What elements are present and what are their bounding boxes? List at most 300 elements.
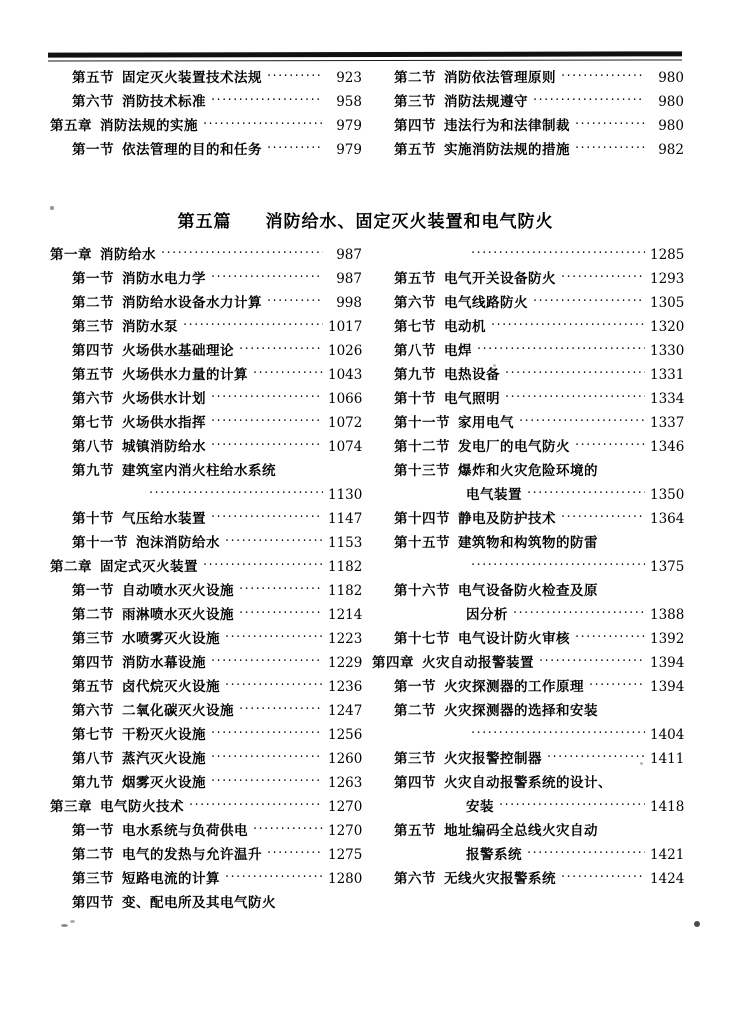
main-toc-block [50, 243, 684, 915]
header-rule-thin [48, 59, 682, 61]
toc-page-number: 1350 [650, 487, 685, 503]
toc-page-number: 982 [658, 142, 684, 158]
toc-entry[interactable] [50, 747, 362, 771]
toc-dot-leader [253, 818, 323, 842]
toc-dot-leader [519, 410, 645, 434]
toc-entry[interactable] [372, 363, 684, 387]
toc-entry-title: 短路电流的计算 [122, 871, 220, 887]
toc-entry[interactable] [50, 411, 362, 435]
toc-entry-number: 第四节 [72, 343, 114, 359]
toc-entry-title: 火灾自动报警系统的设计、 [444, 775, 612, 791]
toc-entry-title: 变、配电所及其电气防火 [122, 895, 276, 911]
toc-page-number: 1229 [328, 655, 363, 671]
toc-page-number: 1263 [328, 775, 363, 791]
toc-page-number: 1270 [328, 823, 363, 839]
toc-entry-number: 第六节 [72, 94, 114, 110]
toc-entry[interactable] [372, 114, 684, 138]
toc-entry-title: 火灾探测器的选择和安装 [444, 703, 598, 719]
toc-entry-title: 实施消防法规的措施 [444, 142, 570, 158]
toc-dot-leader [211, 650, 323, 674]
toc-dot-leader [589, 674, 645, 698]
toc-entry-title: 火场供水计划 [122, 391, 206, 407]
toc-page-number: 1236 [328, 679, 363, 695]
toc-entry-number: 第四节 [394, 775, 436, 791]
toc-dot-leader [561, 866, 645, 890]
toc-entry[interactable] [50, 891, 362, 915]
toc-entry[interactable] [372, 795, 684, 819]
toc-page-number: 1214 [328, 607, 363, 623]
toc-entry[interactable] [50, 555, 362, 579]
header-rule [48, 52, 682, 61]
toc-entry-number: 第三节 [394, 94, 436, 110]
toc-entry[interactable] [372, 387, 684, 411]
toc-dot-leader [239, 698, 323, 722]
toc-entry-number: 第二节 [394, 70, 436, 86]
scan-speck [694, 921, 700, 927]
top-left-column [50, 66, 362, 162]
part-title [0, 207, 731, 232]
toc-entry-number: 第三节 [394, 751, 436, 767]
toc-page-number: 980 [658, 118, 684, 134]
toc-page-number: 1026 [328, 343, 363, 359]
toc-entry[interactable] [50, 603, 362, 627]
toc-entry[interactable] [372, 651, 684, 675]
toc-dot-leader [211, 770, 323, 794]
toc-entry[interactable] [50, 819, 362, 843]
toc-page-number: 1293 [650, 271, 685, 287]
toc-entry-number: 第八节 [72, 751, 114, 767]
toc-entry-title: 发电厂的电气防火 [458, 439, 570, 455]
toc-dot-leader [491, 314, 645, 338]
toc-entry-title: 火灾报警控制器 [444, 751, 542, 767]
toc-entry-title: 消防水幕设施 [122, 655, 206, 671]
toc-dot-leader [505, 386, 645, 410]
toc-dot-leader [211, 722, 323, 746]
toc-entry-title: 爆炸和火灾危险环境的 [458, 463, 598, 479]
toc-entry-number: 第五节 [72, 367, 114, 383]
toc-page-number: 1418 [650, 799, 685, 815]
toc-entry-title: 建筑室内消火柱给水系统 [122, 463, 276, 479]
toc-entry-title: 火场供水力量的计算 [122, 367, 248, 383]
toc-entry-number: 第九节 [72, 775, 114, 791]
toc-entry-number: 第四节 [72, 895, 114, 911]
toc-entry-number: 第十六节 [394, 583, 450, 599]
toc-entry[interactable] [372, 723, 684, 747]
toc-entry-title: 火场供水指挥 [122, 415, 206, 431]
toc-entry-number: 第十节 [394, 391, 436, 407]
toc-page-number: 1285 [650, 247, 685, 263]
toc-page-number: 1394 [650, 655, 685, 671]
toc-page-number: 1260 [328, 751, 363, 767]
toc-entry-number: 第五节 [72, 679, 114, 695]
toc-entry-number: 第十一节 [72, 535, 128, 551]
toc-entry-number: 第四章 [372, 655, 414, 671]
toc-entry-number: 第五节 [394, 823, 436, 839]
toc-dot-leader [267, 290, 323, 314]
toc-entry[interactable] [50, 387, 362, 411]
toc-dot-leader [267, 65, 323, 89]
toc-entry-number: 第二章 [50, 559, 92, 575]
toc-page-number: 1331 [650, 367, 685, 383]
toc-entry-title: 蒸汽灭火设施 [122, 751, 206, 767]
toc-page-number: 1247 [328, 703, 363, 719]
toc-entry[interactable] [50, 243, 362, 267]
scan-speck [640, 762, 643, 765]
toc-page-number: 1305 [650, 295, 685, 311]
toc-entry[interactable] [50, 315, 362, 339]
toc-entry[interactable] [50, 507, 362, 531]
scan-speck [61, 924, 68, 927]
toc-entry[interactable] [372, 483, 684, 507]
toc-entry-number: 第三节 [72, 631, 114, 647]
toc-page-number: 1256 [328, 727, 363, 743]
toc-dot-leader [211, 266, 323, 290]
toc-entry-number: 第八节 [394, 343, 436, 359]
toc-entry-title: 静电及防护技术 [458, 511, 556, 527]
toc-dot-leader [189, 794, 323, 818]
toc-entry[interactable] [50, 771, 362, 795]
toc-entry-title: 火场供水基础理论 [122, 343, 234, 359]
toc-entry[interactable] [372, 267, 684, 291]
toc-entry-number: 第一节 [394, 679, 436, 695]
toc-entry[interactable] [372, 66, 684, 90]
toc-entry[interactable] [50, 291, 362, 315]
toc-dot-leader [211, 89, 323, 113]
toc-entry[interactable] [372, 339, 684, 363]
toc-entry[interactable] [50, 459, 362, 483]
part-label: 第五篇 [177, 212, 232, 232]
toc-entry-number: 第八节 [72, 439, 114, 455]
toc-dot-leader [183, 314, 323, 338]
toc-dot-leader [211, 746, 323, 770]
toc-dot-leader [561, 65, 645, 89]
toc-entry-title: 固定灭火装置技术法规 [122, 70, 262, 86]
toc-entry-number: 第十三节 [394, 463, 450, 479]
toc-entry-title: 水喷雾灭火设施 [122, 631, 220, 647]
toc-dot-leader [575, 113, 645, 137]
toc-entry[interactable] [372, 291, 684, 315]
toc-entry-number: 第七节 [394, 319, 436, 335]
toc-entry-number: 第十七节 [394, 631, 450, 647]
toc-dot-leader [211, 434, 323, 458]
toc-page-number: 1375 [650, 559, 685, 575]
toc-page-number: 987 [336, 271, 362, 287]
toc-page-number: 1072 [328, 415, 363, 431]
toc-entry-title: 消防水电力学 [122, 271, 206, 287]
scan-speck [286, 222, 289, 227]
toc-entry-number: 第二节 [72, 295, 114, 311]
toc-entry[interactable] [372, 627, 684, 651]
toc-entry-number: 第二节 [72, 847, 114, 863]
toc-entry[interactable] [372, 243, 684, 267]
toc-dot-leader [239, 602, 323, 626]
toc-entry-title: 城镇消防给水 [122, 439, 206, 455]
toc-entry-number: 第七节 [72, 415, 114, 431]
toc-dot-leader [527, 842, 645, 866]
header-rule-thick [48, 51, 682, 57]
toc-dot-leader [203, 113, 323, 137]
toc-entry-number: 第十四节 [394, 511, 450, 527]
toc-entry-title: 地址编码全总线火灾自动 [444, 823, 598, 839]
toc-entry[interactable] [372, 699, 684, 723]
toc-page-number: 1411 [650, 751, 685, 767]
toc-page-number: 1404 [650, 727, 685, 743]
toc-entry-number: 第十二节 [394, 439, 450, 455]
toc-dot-leader [149, 482, 323, 506]
toc-entry-title: 烟雾灭火设施 [122, 775, 206, 791]
toc-entry-title: 消防给水 [100, 247, 156, 263]
toc-page-number: 1334 [650, 391, 685, 407]
toc-page-number: 1330 [650, 343, 685, 359]
toc-dot-leader [203, 554, 323, 578]
toc-entry[interactable] [50, 579, 362, 603]
toc-entry-number: 第十节 [72, 511, 114, 527]
toc-entry[interactable] [372, 603, 684, 627]
toc-entry-title: 电焊 [444, 343, 472, 359]
toc-page-number: 980 [658, 70, 684, 86]
toc-entry-title: 依法管理的目的和任务 [122, 142, 262, 158]
toc-entry[interactable] [50, 138, 362, 162]
toc-entry[interactable] [50, 435, 362, 459]
toc-dot-leader [225, 530, 323, 554]
toc-page-number: 979 [336, 118, 362, 134]
toc-entry-number: 第六节 [394, 871, 436, 887]
toc-entry[interactable] [372, 138, 684, 162]
toc-entry-title: 电气线路防火 [444, 295, 528, 311]
toc-entry-title: 违法行为和法律制裁 [444, 118, 570, 134]
toc-entry-title: 电气照明 [444, 391, 500, 407]
toc-entry-title: 雨淋喷水灭火设施 [122, 607, 234, 623]
toc-entry-title: 电气开关设备防火 [444, 271, 556, 287]
scan-speck [70, 920, 75, 923]
toc-entry-title: 二氧化碳灭火设施 [122, 703, 234, 719]
toc-entry[interactable] [372, 435, 684, 459]
toc-entry[interactable] [50, 90, 362, 114]
toc-entry-number: 第三节 [72, 871, 114, 887]
toc-entry-title: 电气防火技术 [100, 799, 184, 815]
top-toc-block [50, 66, 684, 162]
toc-page-number: 1182 [328, 583, 363, 599]
toc-entry[interactable] [372, 90, 684, 114]
toc-entry[interactable] [372, 315, 684, 339]
toc-dot-leader [527, 482, 645, 506]
toc-dot-leader [211, 410, 323, 434]
toc-entry-number: 第九节 [72, 463, 114, 479]
toc-entry-number: 第九节 [394, 367, 436, 383]
toc-dot-leader [575, 626, 645, 650]
toc-entry-title: 卤代烷灭火设施 [122, 679, 220, 695]
toc-entry[interactable] [372, 867, 684, 891]
toc-entry-title: 火灾探测器的工作原理 [444, 679, 584, 695]
toc-entry[interactable] [372, 531, 684, 555]
toc-dot-leader [239, 578, 323, 602]
toc-entry-title: 电热设备 [444, 367, 500, 383]
toc-entry-number: 第四节 [72, 655, 114, 671]
toc-entry[interactable] [50, 363, 362, 387]
toc-entry-title: 泡沫消防给水 [136, 535, 220, 551]
toc-dot-leader [471, 554, 645, 578]
toc-entry-number: 第七节 [72, 727, 114, 743]
toc-entry[interactable] [50, 114, 362, 138]
toc-page-number: 923 [336, 70, 362, 86]
toc-entry-number: 第三章 [50, 799, 92, 815]
toc-entry[interactable] [50, 675, 362, 699]
toc-dot-leader [499, 794, 645, 818]
toc-entry-title: 固定式灭火装置 [100, 559, 198, 575]
toc-dot-leader [547, 746, 645, 770]
toc-entry-title: 气压给水装置 [122, 511, 206, 527]
toc-page-number: 1074 [328, 439, 363, 455]
toc-entry[interactable] [50, 651, 362, 675]
toc-entry-number: 第十一节 [394, 415, 450, 431]
toc-dot-leader [539, 650, 645, 674]
part-title-text: 消防给水、固定灭火装置和电气防火 [265, 212, 554, 232]
toc-entry-title: 自动喷水灭火设施 [122, 583, 234, 599]
toc-page-number: 1223 [328, 631, 363, 647]
toc-dot-leader [267, 842, 323, 866]
toc-dot-leader [471, 242, 645, 266]
toc-dot-leader [239, 338, 323, 362]
toc-dot-leader [211, 506, 323, 530]
toc-entry-title: 消防技术标准 [122, 94, 206, 110]
toc-page-number: 1424 [650, 871, 685, 887]
toc-page-number: 1388 [650, 607, 685, 623]
toc-entry-number: 第五章 [50, 118, 92, 134]
toc-entry-title: 消防水泵 [122, 319, 178, 335]
toc-page-number: 958 [336, 94, 362, 110]
toc-entry-title: 报警系统 [466, 847, 522, 863]
toc-entry-title: 建筑物和构筑物的防雷 [458, 535, 598, 551]
toc-page-number: 1280 [328, 871, 363, 887]
toc-entry-title: 安装 [466, 799, 494, 815]
toc-entry[interactable] [50, 843, 362, 867]
toc-page-number: 1346 [650, 439, 685, 455]
toc-dot-leader [561, 506, 645, 530]
toc-entry[interactable] [50, 483, 362, 507]
toc-entry[interactable] [50, 267, 362, 291]
toc-entry[interactable] [372, 579, 684, 603]
toc-entry[interactable] [372, 771, 684, 795]
toc-entry-title: 电水系统与负荷供电 [122, 823, 248, 839]
toc-entry-title: 电气的发热与允许温升 [122, 847, 262, 863]
toc-entry-number: 第一节 [72, 271, 114, 287]
toc-page-number: 1421 [650, 847, 685, 863]
toc-entry-title: 电气装置 [466, 487, 522, 503]
toc-entry[interactable] [50, 795, 362, 819]
toc-entry[interactable] [50, 531, 362, 555]
toc-entry-number: 第一节 [72, 823, 114, 839]
toc-page-number: 1066 [328, 391, 363, 407]
toc-dot-leader [477, 338, 645, 362]
toc-dot-leader [533, 290, 645, 314]
toc-entry-title: 家用电气 [458, 415, 514, 431]
toc-entry[interactable] [372, 819, 684, 843]
toc-entry[interactable] [372, 507, 684, 531]
toc-page-number: 1182 [328, 559, 363, 575]
toc-page-number: 1364 [650, 511, 685, 527]
toc-entry[interactable] [372, 555, 684, 579]
top-right-column [372, 66, 684, 162]
toc-entry-number: 第二节 [72, 607, 114, 623]
toc-dot-leader [561, 266, 645, 290]
toc-page-number: 1392 [650, 631, 685, 647]
toc-entry-title: 消防依法管理原则 [444, 70, 556, 86]
toc-entry-number: 第一节 [72, 142, 114, 158]
toc-entry-title: 无线火灾报警系统 [444, 871, 556, 887]
toc-page-number: 1130 [328, 487, 363, 503]
toc-entry-title: 消防法规的实施 [100, 118, 198, 134]
toc-dot-leader [513, 602, 645, 626]
toc-page-number: 1043 [328, 367, 363, 383]
toc-page-number: 987 [336, 247, 362, 263]
toc-dot-leader [225, 674, 323, 698]
toc-page-number: 1153 [328, 535, 363, 551]
toc-page-number: 1337 [650, 415, 685, 431]
toc-entry[interactable] [50, 66, 362, 90]
toc-entry-title: 电气设计防火审核 [458, 631, 570, 647]
toc-entry-title: 消防给水设备水力计算 [122, 295, 262, 311]
toc-entry[interactable] [372, 459, 684, 483]
toc-dot-leader [267, 137, 323, 161]
toc-dot-leader [161, 242, 323, 266]
toc-entry[interactable] [50, 867, 362, 891]
toc-entry[interactable] [50, 699, 362, 723]
toc-page-number: 979 [336, 142, 362, 158]
toc-entry-number: 第四节 [394, 118, 436, 134]
toc-dot-leader [225, 866, 323, 890]
toc-page-number: 998 [336, 295, 362, 311]
toc-dot-leader [533, 89, 645, 113]
main-right-column [372, 243, 684, 915]
toc-entry[interactable] [372, 675, 684, 699]
toc-page-number: 980 [658, 94, 684, 110]
toc-entry-title: 电动机 [444, 319, 486, 335]
toc-entry-number: 第十五节 [394, 535, 450, 551]
toc-entry[interactable] [50, 627, 362, 651]
toc-dot-leader [211, 386, 323, 410]
toc-entry-number: 第五节 [72, 70, 114, 86]
toc-entry[interactable] [372, 411, 684, 435]
toc-page-number: 1147 [328, 511, 363, 527]
toc-entry-number: 第六节 [72, 703, 114, 719]
toc-entry-title: 火灾自动报警装置 [422, 655, 534, 671]
toc-dot-leader [505, 362, 645, 386]
toc-dot-leader [575, 137, 645, 161]
toc-entry[interactable] [50, 723, 362, 747]
toc-entry-title: 消防法规遵守 [444, 94, 528, 110]
toc-page-number: 1320 [650, 319, 685, 335]
toc-entry-number: 第三节 [72, 319, 114, 335]
toc-dot-leader [253, 362, 323, 386]
toc-entry-number: 第一章 [50, 247, 92, 263]
toc-entry-title: 电气设备防火检查及原 [458, 583, 598, 599]
toc-entry-number: 第二节 [394, 703, 436, 719]
toc-entry-number: 第一节 [72, 583, 114, 599]
toc-page-number: 1275 [328, 847, 363, 863]
toc-entry[interactable] [372, 843, 684, 867]
toc-entry[interactable] [372, 747, 684, 771]
toc-entry-number: 第六节 [72, 391, 114, 407]
toc-entry[interactable] [50, 339, 362, 363]
toc-entry-number: 第六节 [394, 295, 436, 311]
toc-dot-leader [225, 626, 323, 650]
toc-dot-leader [471, 722, 645, 746]
main-left-column [50, 243, 362, 915]
toc-entry-number: 第五节 [394, 142, 436, 158]
toc-page-number: 1017 [328, 319, 363, 335]
toc-entry-title: 干粉灭火设施 [122, 727, 206, 743]
scan-speck [50, 206, 54, 210]
